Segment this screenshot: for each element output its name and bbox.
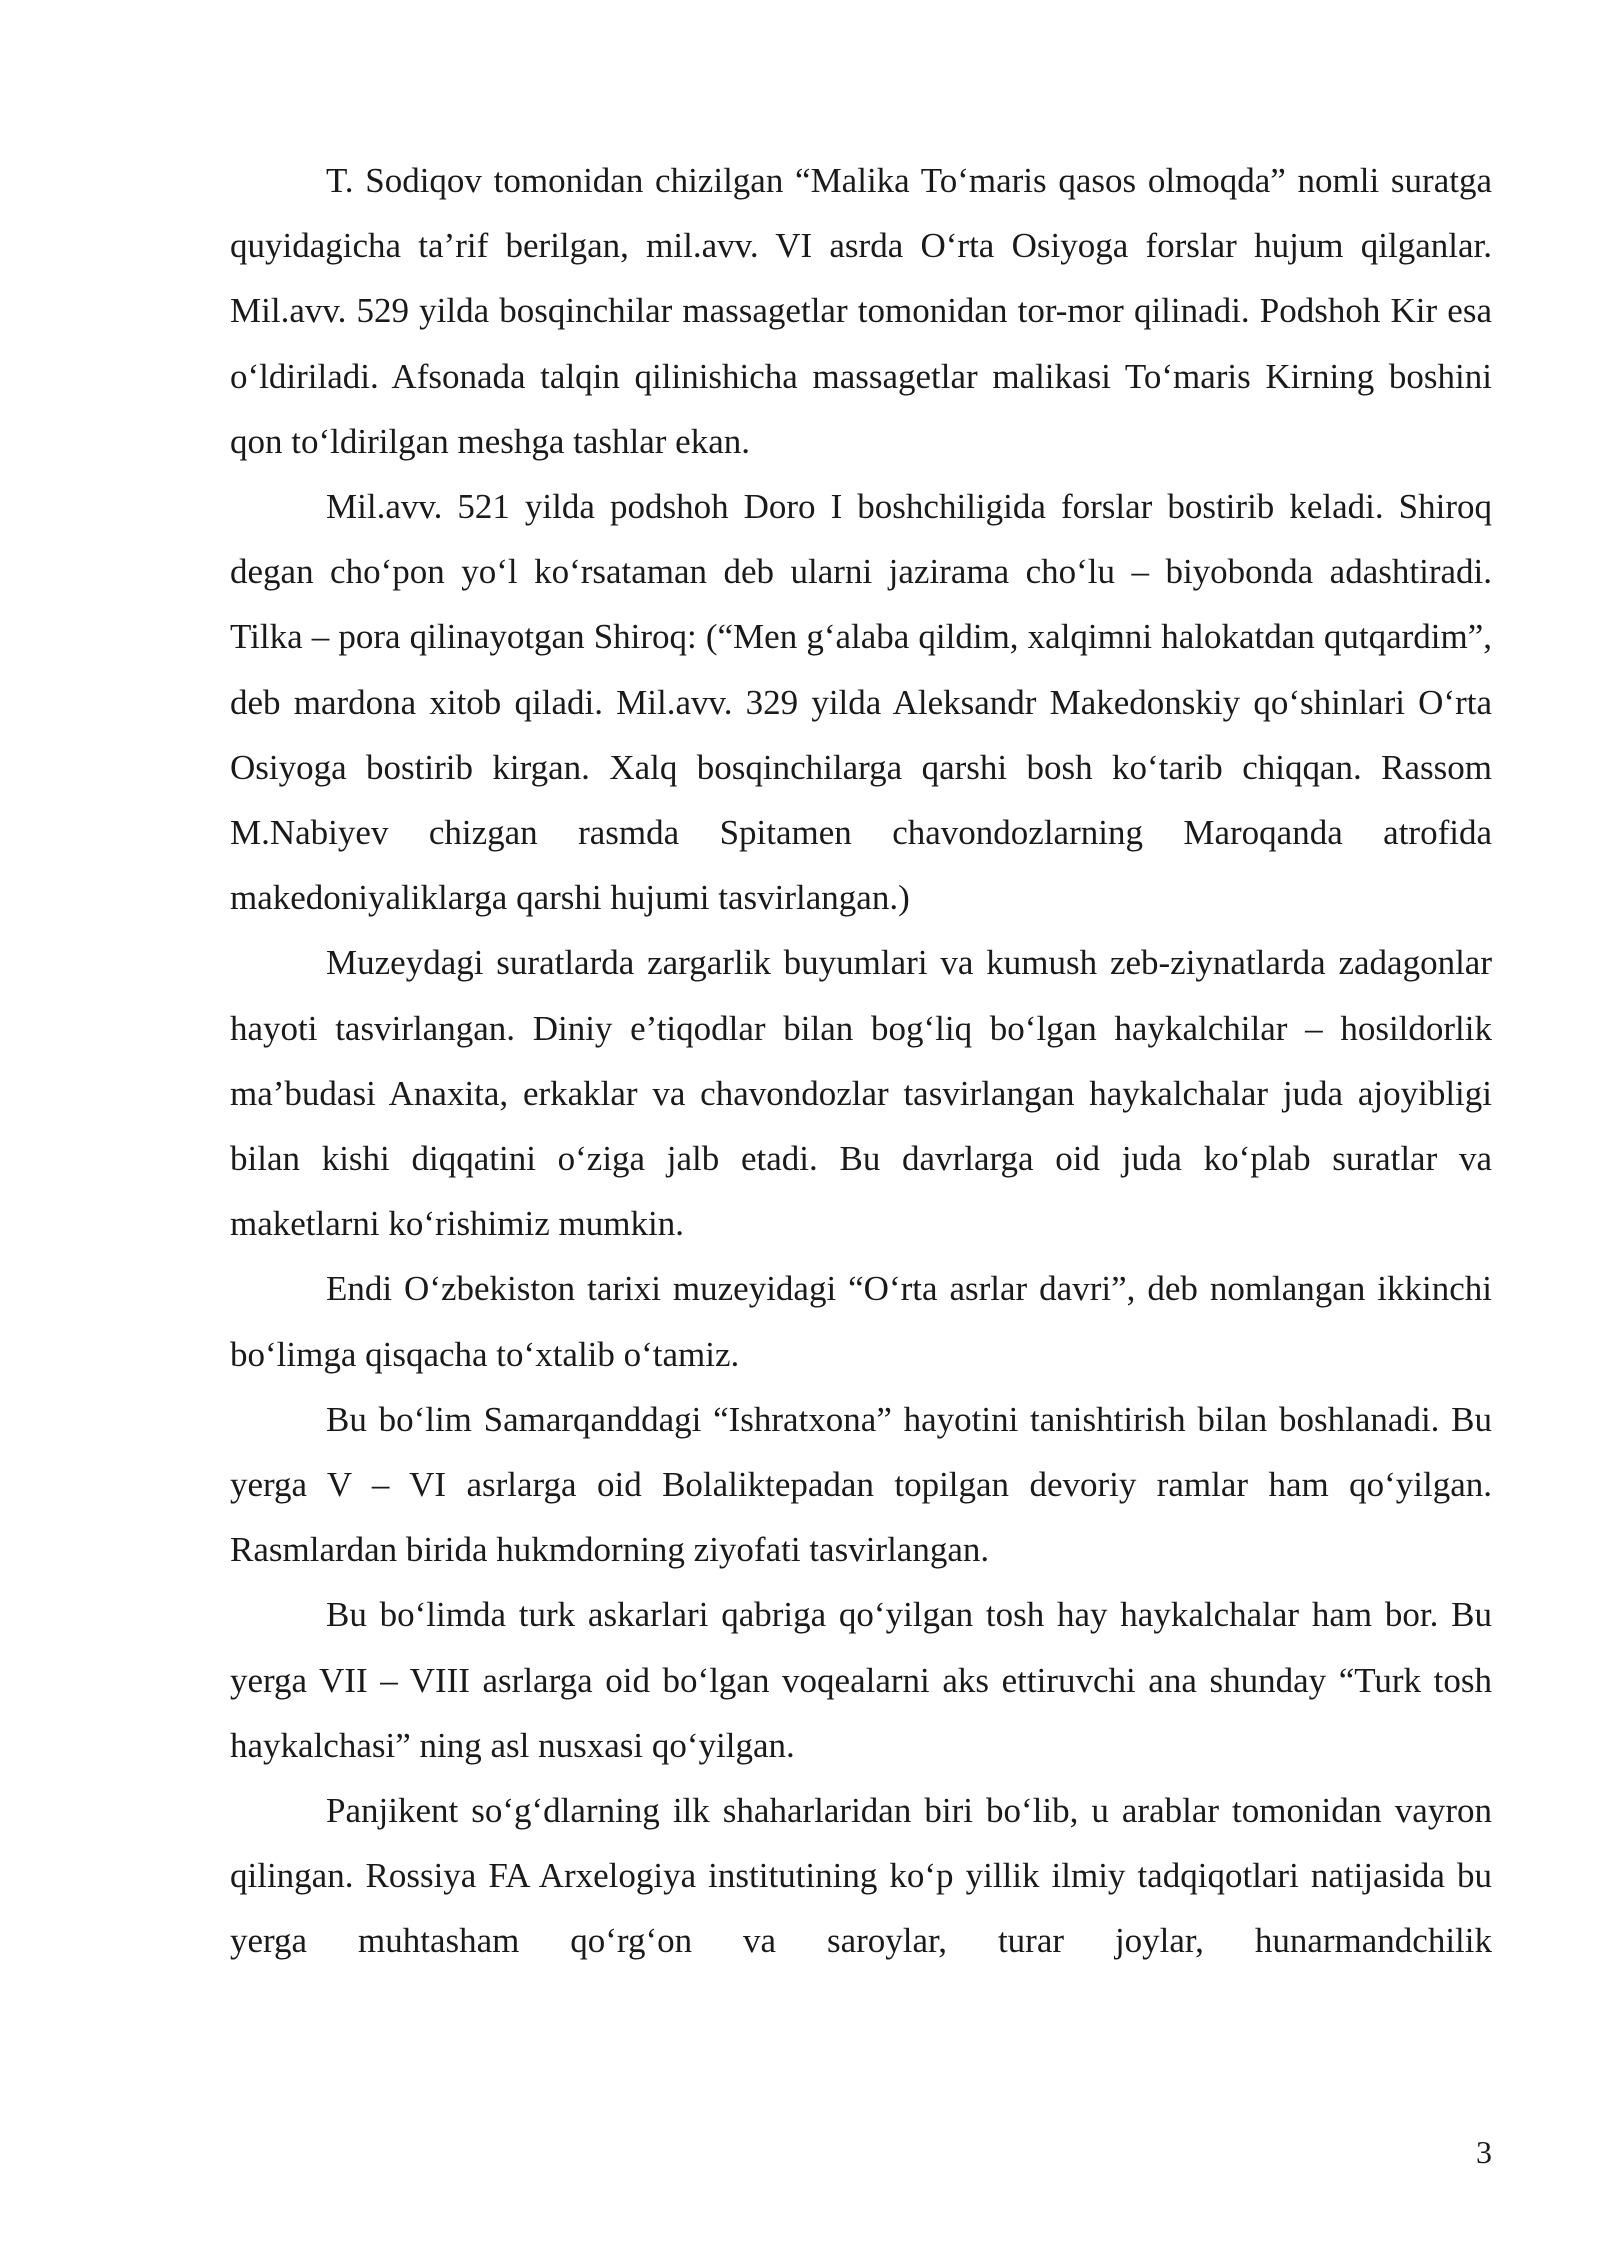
page-number: 3 — [1476, 2134, 1492, 2170]
paragraph-6: Bu bo‘limda turk askarlari qabriga qo‘yilgan tosh hay haykalchalar ham bor. Bu yerga VII – VIII asrlarga oid bo‘lgan voqealarni aks ettiruvchi ana shunday “Turk tosh haykalchasi” ning asl nusxasi qo‘yilgan. — [230, 1595, 1492, 1765]
paragraph-4: Endi O‘zbekiston tarixi muzeyidagi “O‘rta asrlar davri”, deb nomlangan ikkinchi bo‘limga qisqacha to‘xtalib o‘tamiz. — [230, 1269, 1492, 1374]
paragraph-7: Panjikent so‘g‘dlarning ilk shaharlaridan biri bo‘lib, u arablar tomonidan vayron qilingan. Rossiya FA Arxelogiya institutining ko‘p yillik ilmiy tadqiqotlari natijasida bu yerga muhtasham qo‘rg‘on va saroylar, turar joylar, hunarmandchilik — [230, 1791, 1492, 1961]
paragraph-3: Muzeydagi suratlarda zargarlik buyumlari va kumush zeb-ziynatlarda zadagonlar hayoti tasvirlangan. Diniy e’tiqodlar bilan bog‘liq bo‘lgan haykalchilar – hosildorlik ma’budasi Anaxita, erkaklar va chavondozlar tasvirlangan haykalchalar juda ajoyibligi bilan kishi diqqatini o‘ziga jalb etadi. Bu davrlarga oid juda ko‘plab suratlar va maketlarni ko‘rishimiz mumkin. — [230, 943, 1492, 1244]
paragraph-5: Bu bo‘lim Samarqanddagi “Ishratxona” hayotini tanishtirish bilan boshlanadi. Bu yerga V – VI asrlarga oid Bolaliktepadan topilgan devoriy ramlar ham qo‘yilgan. Rasmlardan birida hukmdorning ziyofati tasvirlangan. — [230, 1399, 1492, 1570]
paragraph-2: Mil.avv. 521 yilda podshoh Doro I boshchiligida forslar bostirib keladi. Shiroq degan cho‘pon yo‘l ko‘rsataman deb ularni jazirama cho‘lu – biyobonda adashtiradi. Tilka – pora qilinayotgan Shiroq: (“Men g‘alaba qildim, xalqimni halokatdan qutqardim”, deb mardona xitob qiladi. Mil.avv. 329 yilda Aleksandr Makedonskiy qo‘shinlari O‘rta Osiyoga bostirib kirgan. Xalq bosqinchilarga qarshi bosh ko‘tarib chiqqan. Rassom M.Nabiyev chizgan rasmda Spitamen chavondozlarning Maroqanda atrofida makedoniyaliklarga qarshi hujumi tasvirlangan.) — [230, 487, 1492, 918]
body-text — [230, 148, 1492, 1974]
paragraph-1: T. Sodiqov tomonidan chizilgan “Malika To‘maris qasos olmoqda” nomli suratga quyidagicha ta’rif berilgan, mil.avv. VI asrda O‘rta Osiyoga forslar hujum qilganlar. Mil.avv. 529 yilda bosqinchilar massagetlar tomonidan tor-mor qilinadi. Podshoh Kir esa o‘ldiriladi. Afsonada talqin qilinishicha massagetlar malikasi To‘maris Kirning boshini qon to‘ldirilgan meshga tashlar ekan. — [230, 161, 1492, 461]
